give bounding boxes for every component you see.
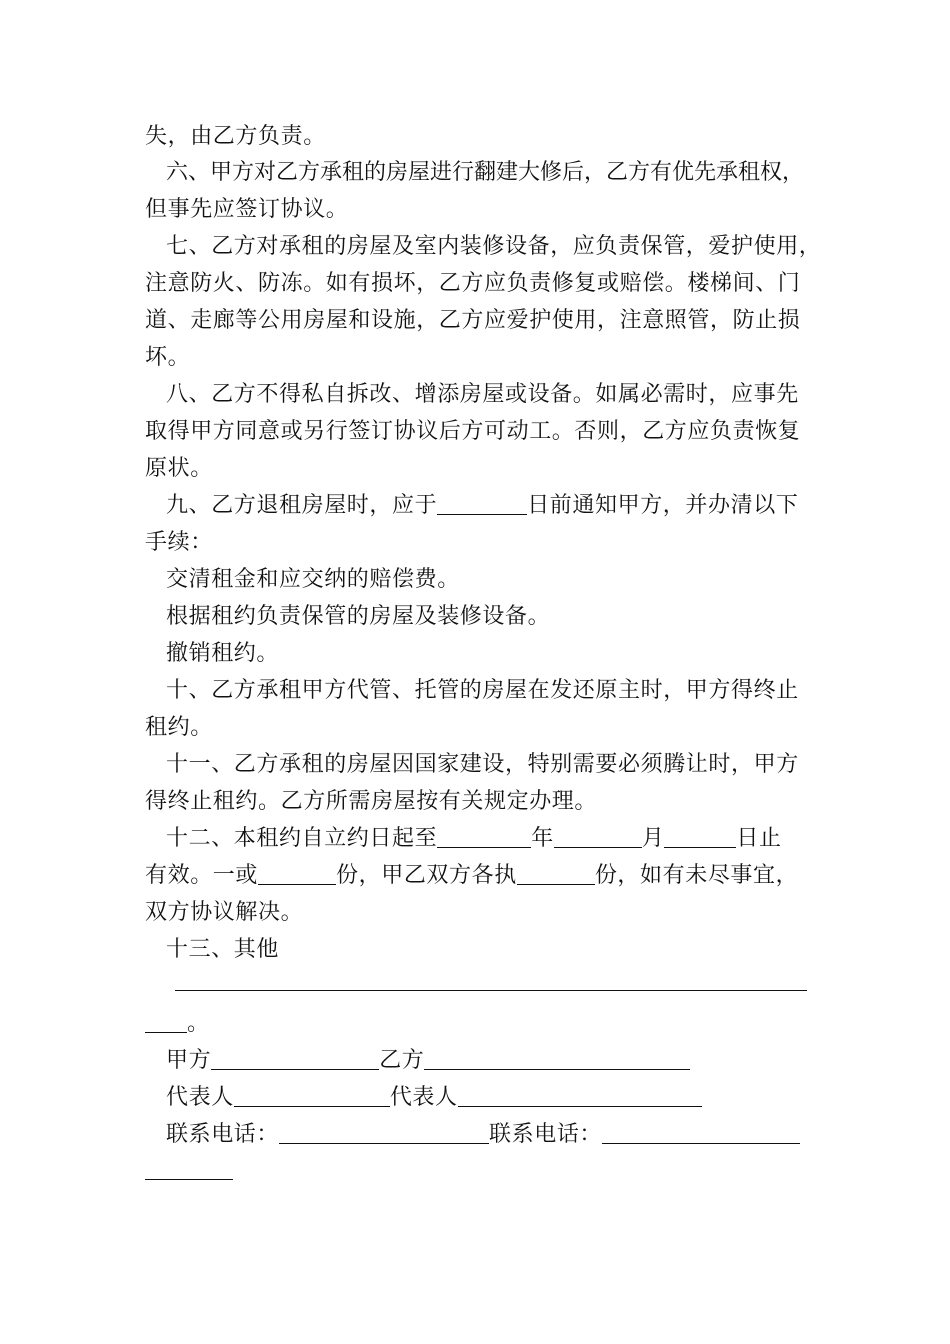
blank-year[interactable] (437, 827, 531, 848)
rep-b-blank[interactable] (458, 1086, 702, 1107)
text-segment: 日止 (736, 826, 782, 851)
signature-phone-row (166, 1122, 831, 1148)
party-b-blank[interactable] (424, 1049, 690, 1070)
clause-13-line-1: 十三、其他 (166, 937, 280, 962)
blank-day[interactable] (664, 827, 736, 848)
list-item: 交清租金和应交纳的赔偿费。 (166, 567, 460, 592)
text-segment: 份，甲乙双方各执 (336, 863, 517, 888)
text-segment: 六、甲方对乙方承租的房屋进行翻建大修后，乙方有优先承租权， (166, 160, 805, 185)
list-item: 撤销租约。 (166, 641, 280, 666)
rep-a-label: 代表人 (166, 1085, 234, 1110)
clause-10-line-1: 十、乙方承租甲方代管、托管的房屋在发还原主时，甲方得终止 (166, 678, 799, 703)
clause-12-line-2 (145, 863, 810, 889)
list-item: 根据租约负责保管的房屋及装修设备。 (166, 604, 551, 629)
rep-a-blank[interactable] (234, 1086, 390, 1107)
text-line: 原状。 (145, 456, 213, 481)
rep-b-label: 代表人 (389, 1085, 458, 1110)
text-line: 失，由乙方负责。 (145, 124, 326, 149)
phone-a-label: 联系电话： (166, 1122, 280, 1147)
clause-12-line-1 (166, 826, 831, 852)
text-line: 双方协议解决。 (145, 900, 304, 925)
clause-11-line-1: 十一、乙方承租的房屋因国家建设，特别需要必须腾让时，甲方 (166, 752, 799, 777)
clause-9-line-1 (166, 493, 831, 519)
clause-6-line-1 (166, 160, 811, 186)
other-terms-end-line (145, 1011, 810, 1037)
clause-8-line-1: 八、乙方不得私自拆改、增添房屋或设备。如属必需时，应事先 (166, 382, 799, 407)
text-line: 道、走廊等公用房屋和设施，乙方应爱护使用，注意照管，防止损 (145, 308, 801, 333)
text-segment: 份，如有未尽事宜， (594, 863, 799, 888)
signature-rep-row (166, 1085, 831, 1111)
text-segment: 十二、本租约自立约日起至 (166, 826, 438, 851)
text-segment: 。 (187, 1011, 210, 1036)
phone-b-blank[interactable] (602, 1123, 800, 1144)
text-line: 坏。 (145, 345, 191, 370)
party-b-label: 乙方 (379, 1048, 425, 1073)
clause-7-line-1: 七、乙方对承租的房屋及室内装修设备，应负责保管，爱护使用， (166, 234, 822, 259)
blank-month[interactable] (554, 827, 642, 848)
text-line: 注意防火、防冻。如有损坏，乙方应负责修复或赔偿。楼梯间、门 (145, 271, 801, 296)
text-segment: 九、乙方退租房屋时，应于 (166, 493, 438, 518)
signature-party-row (166, 1048, 831, 1074)
party-a-label: 甲方 (166, 1048, 212, 1073)
text-line: 手续： (145, 530, 213, 555)
blank-days[interactable] (437, 494, 527, 515)
text-line: 得终止租约。乙方所需房屋按有关规定办理。 (145, 789, 598, 814)
blank-copies-each[interactable] (517, 864, 595, 885)
text-segment: 有效。一或 (145, 863, 259, 888)
text-segment: 日前通知甲方，并办清以下 (527, 493, 799, 518)
other-terms-blank-tail[interactable] (145, 1012, 187, 1033)
other-terms-blank-line[interactable] (175, 990, 807, 991)
text-segment: 年 (531, 826, 554, 851)
text-line: 但事先应签订协议。 (145, 197, 349, 222)
phone-b-blank-continued[interactable] (145, 1179, 233, 1180)
blank-copies-total[interactable] (258, 864, 336, 885)
text-line: 取得甲方同意或另行签订协议后方可动工。否则，乙方应负责恢复 (145, 419, 801, 444)
phone-a-blank[interactable] (279, 1123, 489, 1144)
phone-b-label: 联系电话： (489, 1122, 603, 1147)
text-segment: 月 (641, 826, 665, 851)
text-line: 租约。 (145, 715, 213, 740)
party-a-blank[interactable] (211, 1049, 379, 1070)
